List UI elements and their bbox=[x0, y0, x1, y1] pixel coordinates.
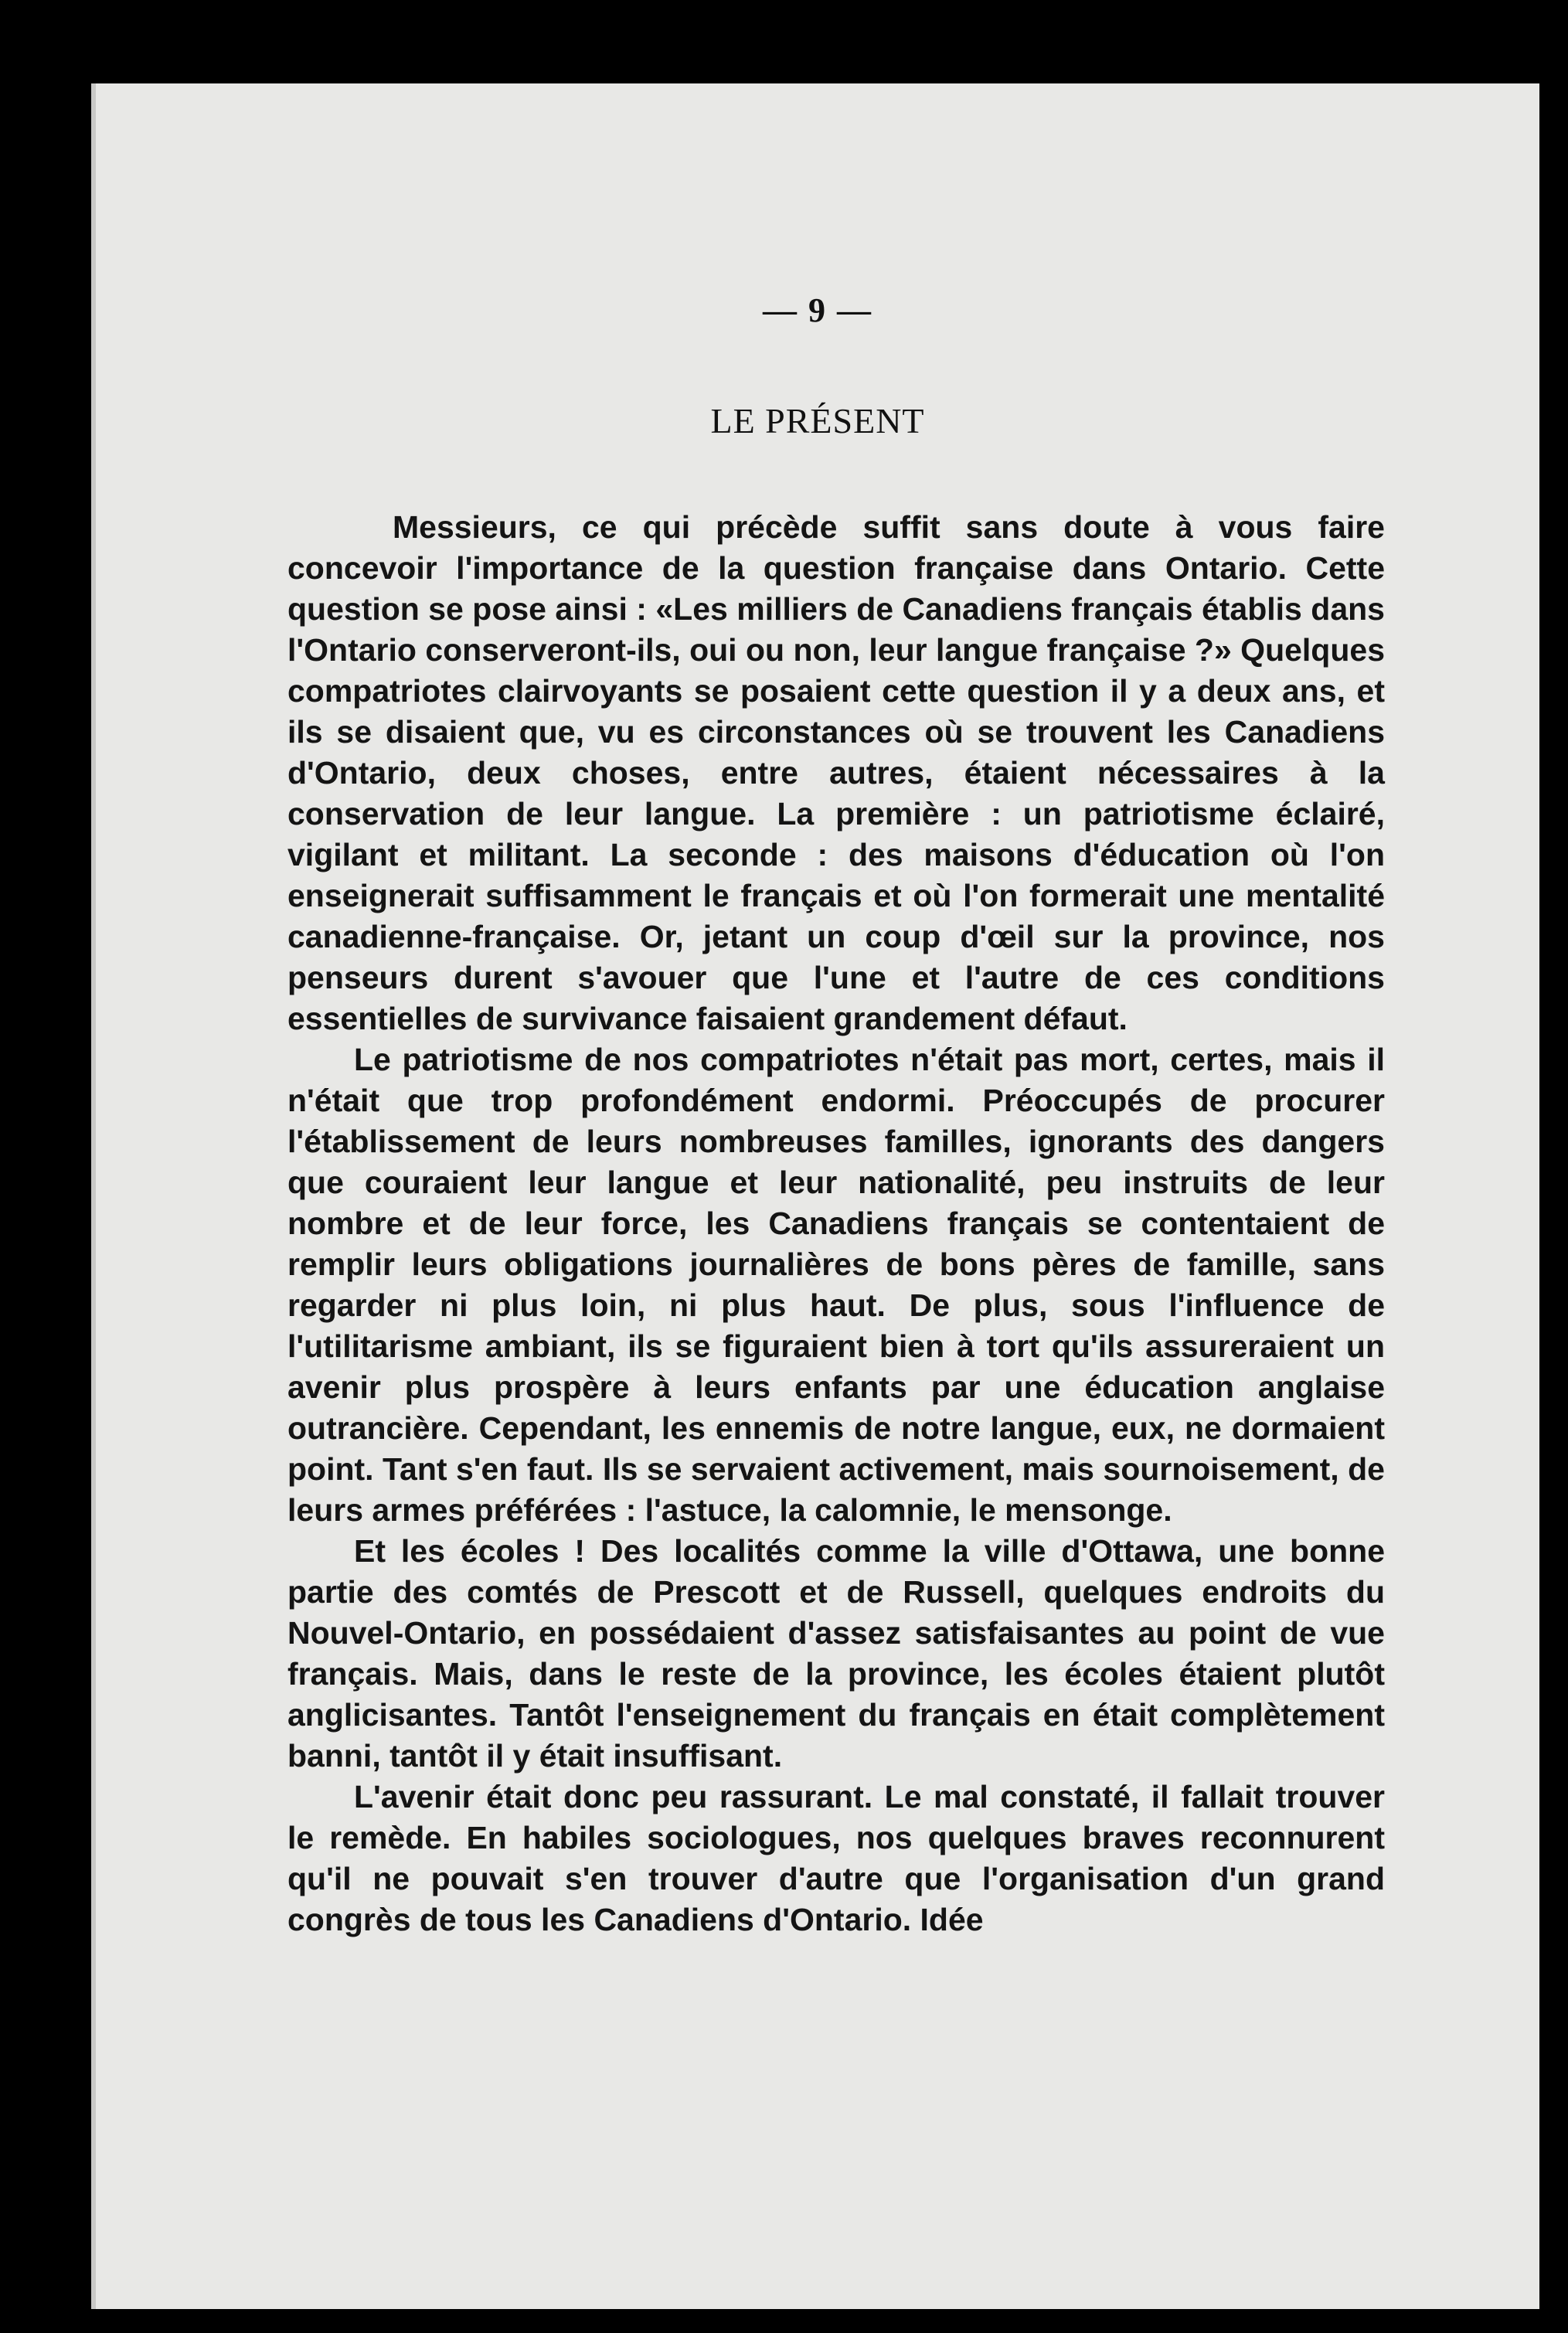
paragraph-1: Messieurs, ce qui précède suffit sans doute à vous faire concevoir l'importance de la question française dans Ontario. Cette question se pose ainsi : «Les milliers de Canadiens français établis dans l'Ontario conserveront-ils, oui ou non, leur langue française ?» Quelques compatriotes clairvoyants se posaient cette question il y a deux ans, et ils se disaient que, vu es circonstances où se trouvent les Canadiens d'Ontario, deux choses, entre autres, étaient nécessaires à la conservation de leur langue. La première : un patriotisme éclairé, vigilant et militant. La seconde : des maisons d'éducation où l'on enseignerait suffisamment le français et où l'on formerait une mentalité canadienne-française. Or, jetant un coup d'œil sur la province, nos penseurs durent s'avouer que l'une et l'autre de ces conditions essentielles de survivance faisaient grandement défaut. bbox=[287, 509, 1385, 1036]
book-page bbox=[91, 83, 1539, 2309]
paragraph-2: Le patriotisme de nos compatriotes n'était pas mort, certes, mais il n'était que trop profondément endormi. Préoccupés de procurer l'établissement de leurs nombreuses familles, ignorants des dangers que couraient leur langue et leur nationalité, peu instruits de leur nombre et de leur force, les Canadiens français se contentaient de remplir leurs obligations journalières de bons pères de famille, sans regarder ni plus loin, ni plus haut. De plus, sous l'influence de l'utilitarisme ambiant, ils se figuraient bien à tort qu'ils assureraient un avenir plus prospère à leurs enfants par une éducation anglaise outrancière. Cependant, les ennemis de notre langue, eux, ne dormaient point. Tant s'en faut. Ils se servaient activement, mais sournoisement, de leurs armes préférées : l'astuce, la calomnie, le mensonge. bbox=[287, 1042, 1385, 1528]
paragraph-4: L'avenir était donc peu rassurant. Le mal constaté, il fallait trouver le remède. En habiles sociologues, nos quelques braves reconnurent qu'il ne pouvait s'en trouver d'autre que l'organisation d'un grand congrès de tous les Canadiens d'Ontario. Idée bbox=[287, 1779, 1385, 1937]
section-heading: LE PRÉSENT bbox=[710, 401, 925, 440]
page-number: — 9 — bbox=[763, 291, 872, 329]
body-text bbox=[287, 507, 1385, 1940]
paragraph-3: Et les écoles ! Des localités comme la ville d'Ottawa, une bonne partie des comtés de Prescott et de Russell, quelques endroits du Nouvel-Ontario, en possédaient d'assez satisfaisantes au point de vue français. Mais, dans le reste de la province, les écoles étaient plutôt anglicisantes. Tantôt l'enseignement du français en était complètement banni, tantôt il y était insuffisant. bbox=[287, 1533, 1385, 1774]
